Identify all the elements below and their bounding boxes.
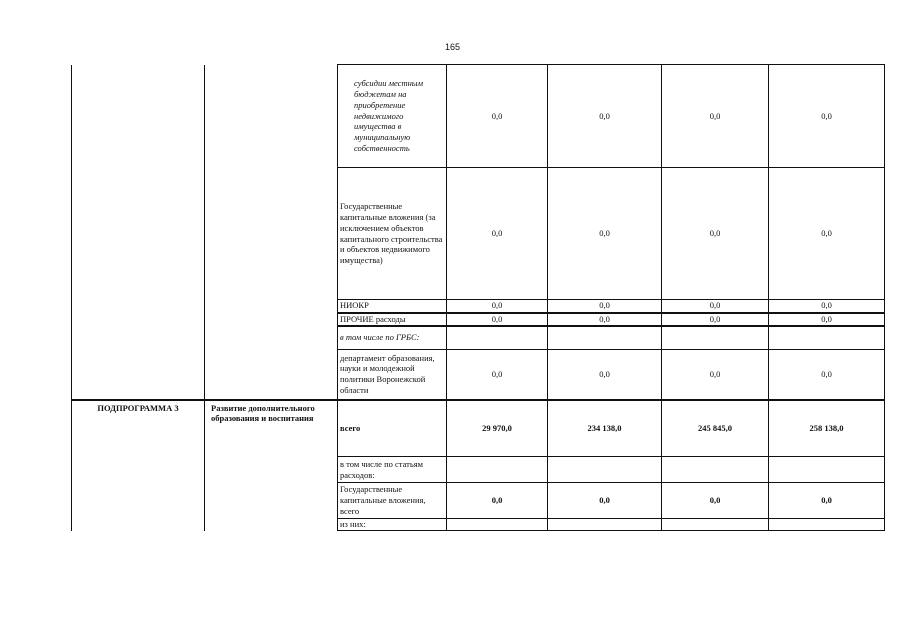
value-cell: [662, 457, 769, 483]
row-label: субсидии местным бюджетам на приобретение недвижимого имущества в муниципальную собственность: [338, 65, 447, 168]
value-cell: 0,0: [662, 168, 769, 300]
row-label: всего: [338, 400, 447, 457]
value-cell: 0,0: [769, 483, 885, 519]
value-cell: 0,0: [447, 350, 548, 400]
value-cell: [769, 326, 885, 350]
value-cell: [662, 519, 769, 531]
row-label: из них:: [338, 519, 447, 531]
page-number: 165: [444, 42, 461, 52]
value-cell: 0,0: [662, 300, 769, 313]
value-cell: 29 970,0: [447, 400, 548, 457]
value-cell: [447, 519, 548, 531]
value-cell: [548, 326, 662, 350]
row-label: в том числе по ГРБС:: [338, 326, 447, 350]
value-cell: 0,0: [769, 350, 885, 400]
value-cell: 0,0: [769, 168, 885, 300]
value-cell: 234 138,0: [548, 400, 662, 457]
value-cell: 0,0: [662, 350, 769, 400]
row-label: НИОКР: [338, 300, 447, 313]
value-cell: 258 138,0: [769, 400, 885, 457]
value-cell: 0,0: [769, 65, 885, 168]
row-label: департамент образования, науки и молодежной политики Воронежской области: [338, 350, 447, 400]
value-cell: [769, 457, 885, 483]
value-cell: 245 845,0: [662, 400, 769, 457]
value-cell: 0,0: [662, 313, 769, 326]
value-cell: [447, 457, 548, 483]
value-cell: 0,0: [548, 313, 662, 326]
table-row: [72, 65, 885, 168]
value-cell: 0,0: [548, 168, 662, 300]
value-cell: [548, 519, 662, 531]
row-label: ПРОЧИЕ расходы: [338, 313, 447, 326]
value-cell: 0,0: [769, 300, 885, 313]
value-cell: [662, 326, 769, 350]
value-cell: 0,0: [548, 300, 662, 313]
value-cell: 0,0: [662, 483, 769, 519]
value-cell: 0,0: [447, 483, 548, 519]
value-cell: 0,0: [447, 65, 548, 168]
value-cell: [769, 519, 885, 531]
value-cell: 0,0: [769, 313, 885, 326]
row-label: Государственные капитальные вложения (за исключением объектов капитального строительства и объектов недвижимого имущества): [338, 168, 447, 300]
value-cell: 0,0: [447, 168, 548, 300]
table-row: [72, 400, 885, 457]
program-name-cell-empty: [205, 65, 338, 400]
value-cell: 0,0: [548, 65, 662, 168]
row-label: в том числе по статьям расходов:: [338, 457, 447, 483]
program-code-cell-empty: [72, 65, 205, 400]
subprogram-name: Развитие дополнительного образования и воспитания: [205, 400, 338, 531]
budget-table: [71, 64, 885, 531]
value-cell: 0,0: [447, 313, 548, 326]
value-cell: 0,0: [548, 350, 662, 400]
subprogram-code: ПОДПРОГРАММА 3: [72, 400, 205, 531]
value-cell: [548, 457, 662, 483]
value-cell: 0,0: [548, 483, 662, 519]
value-cell: [447, 326, 548, 350]
row-label: Государственные капитальные вложения, всего: [338, 483, 447, 519]
value-cell: 0,0: [447, 300, 548, 313]
value-cell: 0,0: [662, 65, 769, 168]
